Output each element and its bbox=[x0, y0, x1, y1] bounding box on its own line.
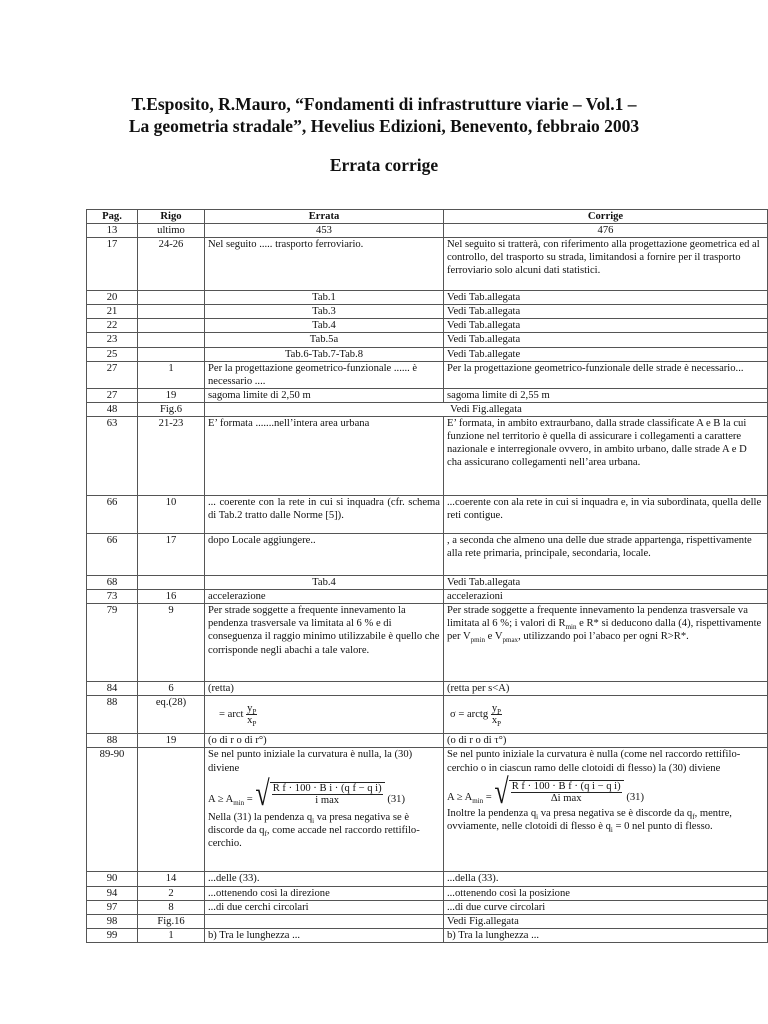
cell-errata: Tab.1 bbox=[205, 291, 444, 305]
table-row bbox=[87, 347, 768, 361]
cell-pag: 90 bbox=[87, 872, 138, 886]
cell-rigo: 6 bbox=[138, 682, 205, 696]
equation-denominator: i max bbox=[315, 794, 340, 806]
cell-errata: sagoma limite di 2,50 m bbox=[205, 388, 444, 402]
equals: = bbox=[244, 793, 256, 805]
corrige-intro: Se nel punto iniziale la curvatura è nulla (come nel raccordo rettifilo-cerchio o in ciascun ramo delle clotoidi di flesso) la (30) diviene bbox=[447, 749, 741, 774]
cell-pag: 66 bbox=[87, 534, 138, 576]
table-row bbox=[87, 291, 768, 305]
cell-errata: ...di due cerchi circolari bbox=[205, 900, 444, 914]
table-row bbox=[87, 305, 768, 319]
table-row bbox=[87, 748, 768, 872]
table-row bbox=[87, 319, 768, 333]
cell-corrige bbox=[444, 604, 768, 682]
table-row bbox=[87, 886, 768, 900]
cell-corrige bbox=[444, 748, 768, 872]
subscript: P bbox=[497, 708, 502, 717]
document-subtitle: Errata corrige bbox=[329, 155, 439, 175]
cell-corrige bbox=[444, 696, 768, 734]
corrige-text-c: e V bbox=[485, 631, 503, 643]
table-row bbox=[87, 682, 768, 696]
table-row bbox=[87, 696, 768, 734]
cell-rigo: 24-26 bbox=[138, 238, 205, 291]
cell-pag: 66 bbox=[87, 496, 138, 534]
col-header-errata: Errata bbox=[205, 210, 444, 224]
errata-table bbox=[86, 209, 768, 943]
cell-pag: 48 bbox=[87, 402, 138, 416]
cell-errata: ...delle (33). bbox=[205, 872, 444, 886]
cell-errata: Tab.4 bbox=[205, 576, 444, 590]
table-row bbox=[87, 928, 768, 942]
cell-errata: Per la progettazione geometrico-funzionale ...... è necessario .... bbox=[205, 361, 444, 388]
cell-pag: 97 bbox=[87, 900, 138, 914]
corrige-text-b: e R* si deducono dalla (4), rispettivamente per V bbox=[447, 618, 762, 643]
cell-rigo: eq.(28) bbox=[138, 696, 205, 734]
cell-corrige: b) Tra la lunghezza ... bbox=[444, 928, 768, 942]
cell-errata: (retta) bbox=[205, 682, 444, 696]
subscript: i bbox=[610, 825, 613, 834]
table-row bbox=[87, 534, 768, 576]
cell-errata: Tab.6-Tab.7-Tab.8 bbox=[205, 347, 444, 361]
cell-rigo: 19 bbox=[138, 734, 205, 748]
table-row bbox=[87, 496, 768, 534]
cell-corrige: Vedi Tab.allegate bbox=[444, 347, 768, 361]
cell-pag: 17 bbox=[87, 238, 138, 291]
cell-pag: 68 bbox=[87, 576, 138, 590]
cell-pag: 88 bbox=[87, 696, 138, 734]
cell-errata: E’ formata .......nell’intera area urbana bbox=[205, 417, 444, 496]
fraction bbox=[491, 703, 502, 729]
cell-rigo: 9 bbox=[138, 604, 205, 682]
subscript: f bbox=[692, 812, 695, 821]
cell-pag: 13 bbox=[87, 224, 138, 238]
cell-rigo bbox=[138, 347, 205, 361]
table-row bbox=[87, 388, 768, 402]
cell-pag: 73 bbox=[87, 590, 138, 604]
col-header-rigo: Rigo bbox=[138, 210, 205, 224]
cell-rigo: 1 bbox=[138, 928, 205, 942]
cell-corrige: Vedi Tab.allegata bbox=[444, 319, 768, 333]
cell-corrige: sagoma limite di 2,55 m bbox=[444, 388, 768, 402]
table-row bbox=[87, 914, 768, 928]
corrige-text-d: , utilizzando poi l’abaco per ogni R>R*. bbox=[518, 631, 689, 643]
cell-pag: 94 bbox=[87, 886, 138, 900]
text: Inoltre la pendenza q bbox=[447, 807, 537, 819]
cell-pag: 23 bbox=[87, 333, 138, 347]
cell-corrige: ...della (33). bbox=[444, 872, 768, 886]
cell-errata bbox=[205, 696, 444, 734]
table-row bbox=[87, 361, 768, 388]
subscript: pmax bbox=[502, 636, 519, 645]
cell-errata bbox=[205, 914, 444, 928]
subscript: f bbox=[264, 829, 267, 838]
cell-rigo: 10 bbox=[138, 496, 205, 534]
cell-rigo bbox=[138, 748, 205, 872]
fraction bbox=[246, 703, 257, 729]
equation-lhs: = arct bbox=[219, 709, 244, 721]
cell-corrige: ...di due curve circolari bbox=[444, 900, 768, 914]
equation-31 bbox=[447, 771, 764, 811]
cell-corrige: Vedi Tab.allegata bbox=[444, 291, 768, 305]
subscript: i bbox=[312, 816, 315, 825]
cell-errata: Per strade soggette a frequente innevamento la pendenza trasversale va limitata al 6 % e di conseguenza il raggio minimo utilizzabile è quello che corrisponde negli abachi a tale valore. bbox=[205, 604, 444, 682]
cell-pag: 79 bbox=[87, 604, 138, 682]
equation-lhs: A ≥ A bbox=[447, 791, 473, 803]
errata-intro: Se nel punto iniziale la curvatura è nulla, la (30) diviene bbox=[208, 749, 413, 774]
equation-label: (31) bbox=[387, 793, 405, 805]
fraction-den: x bbox=[247, 715, 253, 727]
cell-rigo bbox=[138, 333, 205, 347]
subscript: P bbox=[252, 708, 257, 717]
table-row bbox=[87, 734, 768, 748]
subscript: P bbox=[252, 720, 257, 729]
cell-corrige: E’ formata, in ambito extraurbano, dalla strade classificate A e B la cui funzione nel territorio è quella di assicurare i collegamenti a carattere nazionale e interregionale ovvero, in ambito urbano, dalle strade A e D cha assicurano collegamenti nell’area urbana. bbox=[444, 417, 768, 496]
subscript: min bbox=[233, 798, 245, 807]
table-row bbox=[87, 333, 768, 347]
errata-after bbox=[208, 811, 440, 850]
cell-corrige: Vedi Tab.allegata bbox=[444, 576, 768, 590]
table-row bbox=[87, 604, 768, 682]
sqrt bbox=[494, 771, 623, 811]
cell-errata: ... coerente con la rete in cui si inquadra (cfr. schema di Tab.2 tratto dalle Norme [5]). bbox=[205, 496, 444, 534]
sqrt bbox=[255, 773, 384, 813]
cell-pag: 88 bbox=[87, 734, 138, 748]
table-row bbox=[87, 900, 768, 914]
subscript: P bbox=[497, 720, 502, 729]
table-row bbox=[87, 402, 768, 416]
cell-errata: Tab.4 bbox=[205, 319, 444, 333]
cell-errata bbox=[205, 748, 444, 872]
cell-corrige: , a seconda che almeno una delle due strade appartenga, rispettivamente alla rete primaria, principale, secondaria, locale. bbox=[444, 534, 768, 576]
cell-rigo: 14 bbox=[138, 872, 205, 886]
cell-pag: 89-90 bbox=[87, 748, 138, 872]
cell-corrige: (retta per s<A) bbox=[444, 682, 768, 696]
col-header-pag: Pag. bbox=[87, 210, 138, 224]
table-header-row bbox=[87, 210, 768, 224]
document-title bbox=[0, 93, 768, 137]
fraction-den: x bbox=[491, 715, 498, 727]
cell-rigo: Fig.6 bbox=[138, 402, 205, 416]
cell-pag: 84 bbox=[87, 682, 138, 696]
cell-pag: 22 bbox=[87, 319, 138, 333]
title-line-1: T.Esposito, R.Mauro, “Fondamenti di infrastrutture viarie – Vol.1 – bbox=[131, 94, 637, 114]
equation-lhs: A ≥ A bbox=[208, 793, 234, 805]
cell-errata: Nel seguito ..... trasporto ferroviario. bbox=[205, 238, 444, 291]
text: Nella (31) la pendenza q bbox=[208, 811, 313, 823]
subscript: pmin bbox=[470, 636, 486, 645]
table-row bbox=[87, 590, 768, 604]
table-row bbox=[87, 417, 768, 496]
text: va presa negativa se è discorde da q bbox=[538, 807, 693, 819]
cell-corrige: ...coerente con ala rete in cui si inquadra e, in via subordinata, quella delle reti contigue. bbox=[444, 496, 768, 534]
equation-denominator: Δi max bbox=[550, 792, 582, 804]
equation-numerator: R f · 100 · B f · (q i − q i) bbox=[511, 780, 621, 792]
text: va presa negativa se è discorde da q bbox=[208, 811, 410, 836]
cell-errata: (o di r o di r°) bbox=[205, 734, 444, 748]
cell-errata: 453 bbox=[205, 224, 444, 238]
table-row bbox=[87, 576, 768, 590]
cell-rigo: 1 bbox=[138, 361, 205, 388]
text: = 0 nel punto di flesso. bbox=[612, 820, 713, 832]
cell-rigo: Fig.16 bbox=[138, 914, 205, 928]
cell-pag: 20 bbox=[87, 291, 138, 305]
cell-corrige: accelerazioni bbox=[444, 590, 768, 604]
cell-corrige: ...ottenendo così la posizione bbox=[444, 886, 768, 900]
text: , come accade nel raccordo rettifilo-cerchio. bbox=[208, 824, 420, 849]
col-header-corrige: Corrige bbox=[444, 210, 768, 224]
cell-corrige: Nel seguito si tratterà, con riferimento alla progettazione geometrica ed al controllo, del trasporto su strada, limitandosi a fornire per il trasporto ferroviario solo alcuni dati statistici. bbox=[444, 238, 768, 291]
cell-rigo: 19 bbox=[138, 388, 205, 402]
cell-rigo bbox=[138, 305, 205, 319]
text: , mentre, ovviamente, nelle clotoidi di flesso è q bbox=[447, 807, 732, 832]
cell-errata: accelerazione bbox=[205, 590, 444, 604]
equals: = bbox=[483, 791, 495, 803]
cell-errata: Tab.3 bbox=[205, 305, 444, 319]
cell-pag: 99 bbox=[87, 928, 138, 942]
subscript: min bbox=[565, 623, 577, 632]
equation-numerator: R f · 100 · B i · (q f − q i) bbox=[272, 782, 382, 794]
cell-rigo: 17 bbox=[138, 534, 205, 576]
cell-rigo bbox=[138, 291, 205, 305]
cell-pag: 27 bbox=[87, 361, 138, 388]
cell-rigo bbox=[138, 576, 205, 590]
cell-rigo: 8 bbox=[138, 900, 205, 914]
cell-pag: 21 bbox=[87, 305, 138, 319]
title-line-2: La geometria stradale”, Hevelius Edizioni, Benevento, febbraio 2003 bbox=[128, 116, 640, 136]
cell-pag: 27 bbox=[87, 388, 138, 402]
cell-rigo: ultimo bbox=[138, 224, 205, 238]
table-row bbox=[87, 238, 768, 291]
cell-errata: Tab.5a bbox=[205, 333, 444, 347]
cell-pag: 25 bbox=[87, 347, 138, 361]
cell-corrige: 476 bbox=[444, 224, 768, 238]
cell-rigo: 21-23 bbox=[138, 417, 205, 496]
cell-corrige: Vedi Tab.allegata bbox=[444, 333, 768, 347]
sqrt-icon: √ bbox=[255, 773, 270, 813]
fraction-num: y bbox=[491, 703, 498, 715]
cell-corrige: Vedi Tab.allegata bbox=[444, 305, 768, 319]
table-row bbox=[87, 872, 768, 886]
cell-corrige: Per la progettazione geometrico-funzionale delle strade è necessario... bbox=[444, 361, 768, 388]
cell-corrige: Vedi Fig.allegata bbox=[444, 914, 768, 928]
corrige-text-a: Per strade soggette a frequente innevamento la pendenza trasversale va limitata al 6 %; i valori di R bbox=[447, 605, 748, 630]
cell-errata: b) Tra le lunghezza ... bbox=[205, 928, 444, 942]
cell-errata: dopo Locale aggiungere.. bbox=[205, 534, 444, 576]
cell-pag: 63 bbox=[87, 417, 138, 496]
cell-rigo: 2 bbox=[138, 886, 205, 900]
equation-lhs: σ = arctg bbox=[450, 709, 489, 721]
cell-rigo bbox=[138, 319, 205, 333]
equation-label: (31) bbox=[626, 791, 644, 803]
cell-corrige: (o di r o di τ°) bbox=[444, 734, 768, 748]
cell-merged: Vedi Fig.allegata bbox=[205, 402, 768, 416]
cell-errata: ...ottenendo così la direzione bbox=[205, 886, 444, 900]
equation-31 bbox=[208, 773, 440, 813]
subscript: i bbox=[536, 812, 539, 821]
fraction-num: y bbox=[247, 703, 253, 715]
cell-rigo: 16 bbox=[138, 590, 205, 604]
sqrt-icon: √ bbox=[494, 771, 509, 811]
subscript: min bbox=[472, 796, 484, 805]
table-row bbox=[87, 224, 768, 238]
cell-pag: 98 bbox=[87, 914, 138, 928]
